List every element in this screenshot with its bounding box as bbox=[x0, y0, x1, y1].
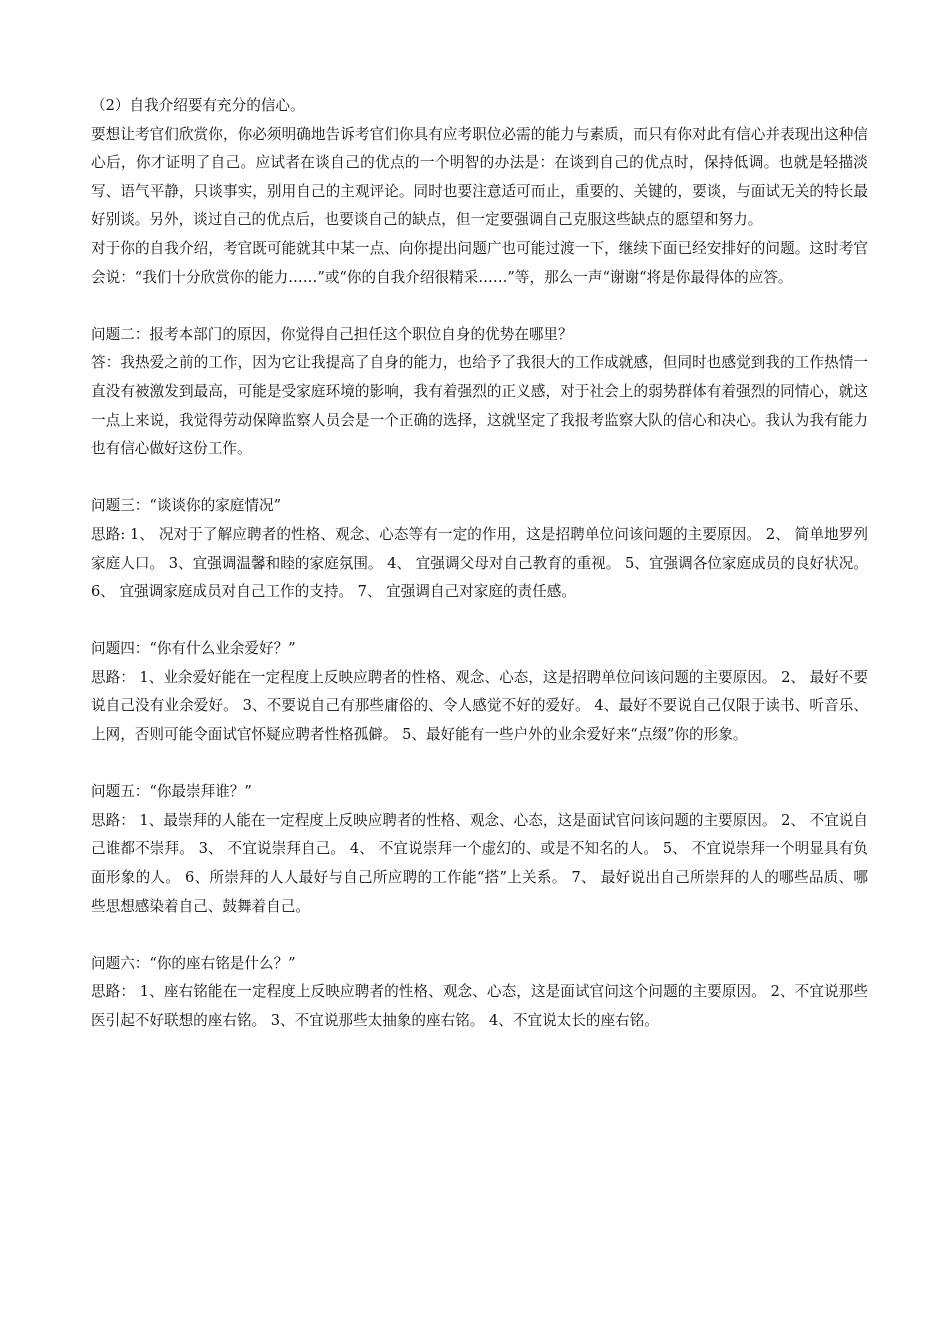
q5-answer: 思路： 1、最崇拜的人能在一定程度上反映应聘者的性格、观念、心态，这是面试官问该问题的主要原因。 2、 不宜说自己谁都不崇拜。 3、 不宜说崇拜自己。 4、 不宜说崇拜一个虚幻的、或是不知名的人。 5、 不宜说崇拜一个明显具有负面形象的人。 6、所崇拜的人人最好与自己所应聘的工作能“搭”上关系。 7、 最好说出自己所崇拜的人的哪些品质、哪些思想感染着自己、鼓舞着自己。 bbox=[91, 811, 868, 915]
q6-title: 问题六：“你的座右铭是什么？” bbox=[91, 954, 296, 972]
section-spacer bbox=[91, 607, 868, 636]
q4-answer: 思路： 1、业余爱好能在一定程度上反映应聘者的性格、观念、心态，这是招聘单位问该问题的主要原因。 2、 最好不要说自己没有业余爱好。 3、不要说自己有那些庸俗的、令人感觉不好的爱好。 4、最好不要说自己仅限于读书、听音乐、上网，否则可能令面试官怀疑应聘者性格孤僻。 5、最好能有一些户外的业余爱好来“点缀”你的形象。 bbox=[91, 668, 868, 744]
intro-paragraph-examiner-response: 对于你的自我介绍，考官既可能就其中某一点、向你提出问题广也可能过渡一下，继续下面已经安排好的问题。这时考官会说：“我们十分欣赏你的能力……”或“你的自我介绍很精采……”等，那么一声“谢谢“将是你最得体的应答。 bbox=[91, 239, 868, 286]
q2-title: 问题二：报考本部门的原因，你觉得自己担任这个职位自身的优势在哪里？ bbox=[91, 325, 573, 343]
q6-answer: 思路： 1、座右铭能在一定程度上反映应聘者的性格、观念、心态，这是面试官问这个问题的主要原因。 2、不宜说那些医引起不好联想的座右铭。 3、不宜说那些太抽象的座右铭。 4、不宜说太长的座右铭。 bbox=[91, 983, 868, 1029]
intro-paragraph-confidence: 要想让考官们欣赏你，你必须明确地告诉考官们你具有应考职位必需的能力与素质，而只有你对此有信心并表现出这种信心后，你才证明了自己。应试者在谈自己的优点的一个明智的办法是：在谈到自己的优点时，保持低调。也就是轻描淡写、语气平静，只谈事实，别用自己的主观评论。同时也要注意适可而止，重要的、关键的，要谈，与面试无关的特长最好别谈。另外，谈过自己的优点后，也要谈自己的缺点，但一定要强调自己克服这些缺点的愿望和努力。 bbox=[91, 125, 868, 229]
section-spacer bbox=[91, 464, 868, 493]
intro-heading: （2）自我介绍要有充分的信心。 bbox=[91, 97, 305, 114]
q3-answer: 思路: 1、 况对于了解应聘者的性格、观念、心态等有一定的作用，这是招聘单位问该问题的主要原因。 2、 简单地罗列家庭人口。 3、宜强调温馨和睦的家庭氛围。 4、 宜强调父母对自己教育的重视。 5、宜强调各位家庭成员的良好状况。 6、 宜强调家庭成员对自己工作的支持。 7、 宜强调自己对家庭的责任感。 bbox=[91, 525, 868, 601]
section-spacer bbox=[91, 921, 868, 950]
q3-title: 问题三：“谈谈你的家庭情况” bbox=[91, 497, 282, 515]
q4-title: 问题四：“你有什么业余爱好？” bbox=[91, 640, 296, 658]
section-spacer bbox=[91, 750, 868, 779]
section-spacer bbox=[91, 292, 868, 321]
q2-answer: 答：我热爱之前的工作，因为它让我提高了自身的能力，也给予了我很大的工作成就感，但同时也感觉到我的工作热情一直没有被激发到最高，可能是受家庭环境的影响，我有着强烈的正义感，对于社会上的弱势群体有着强烈的同情心，就这一点上来说，我觉得劳动保障监察人员会是一个正确的选择，这就坚定了我报考监察大队的信心和决心。我认为我有能力也有信心做好这份工作。 bbox=[91, 354, 868, 458]
q5-title: 问题五：“你最崇拜谁？” bbox=[91, 783, 252, 801]
